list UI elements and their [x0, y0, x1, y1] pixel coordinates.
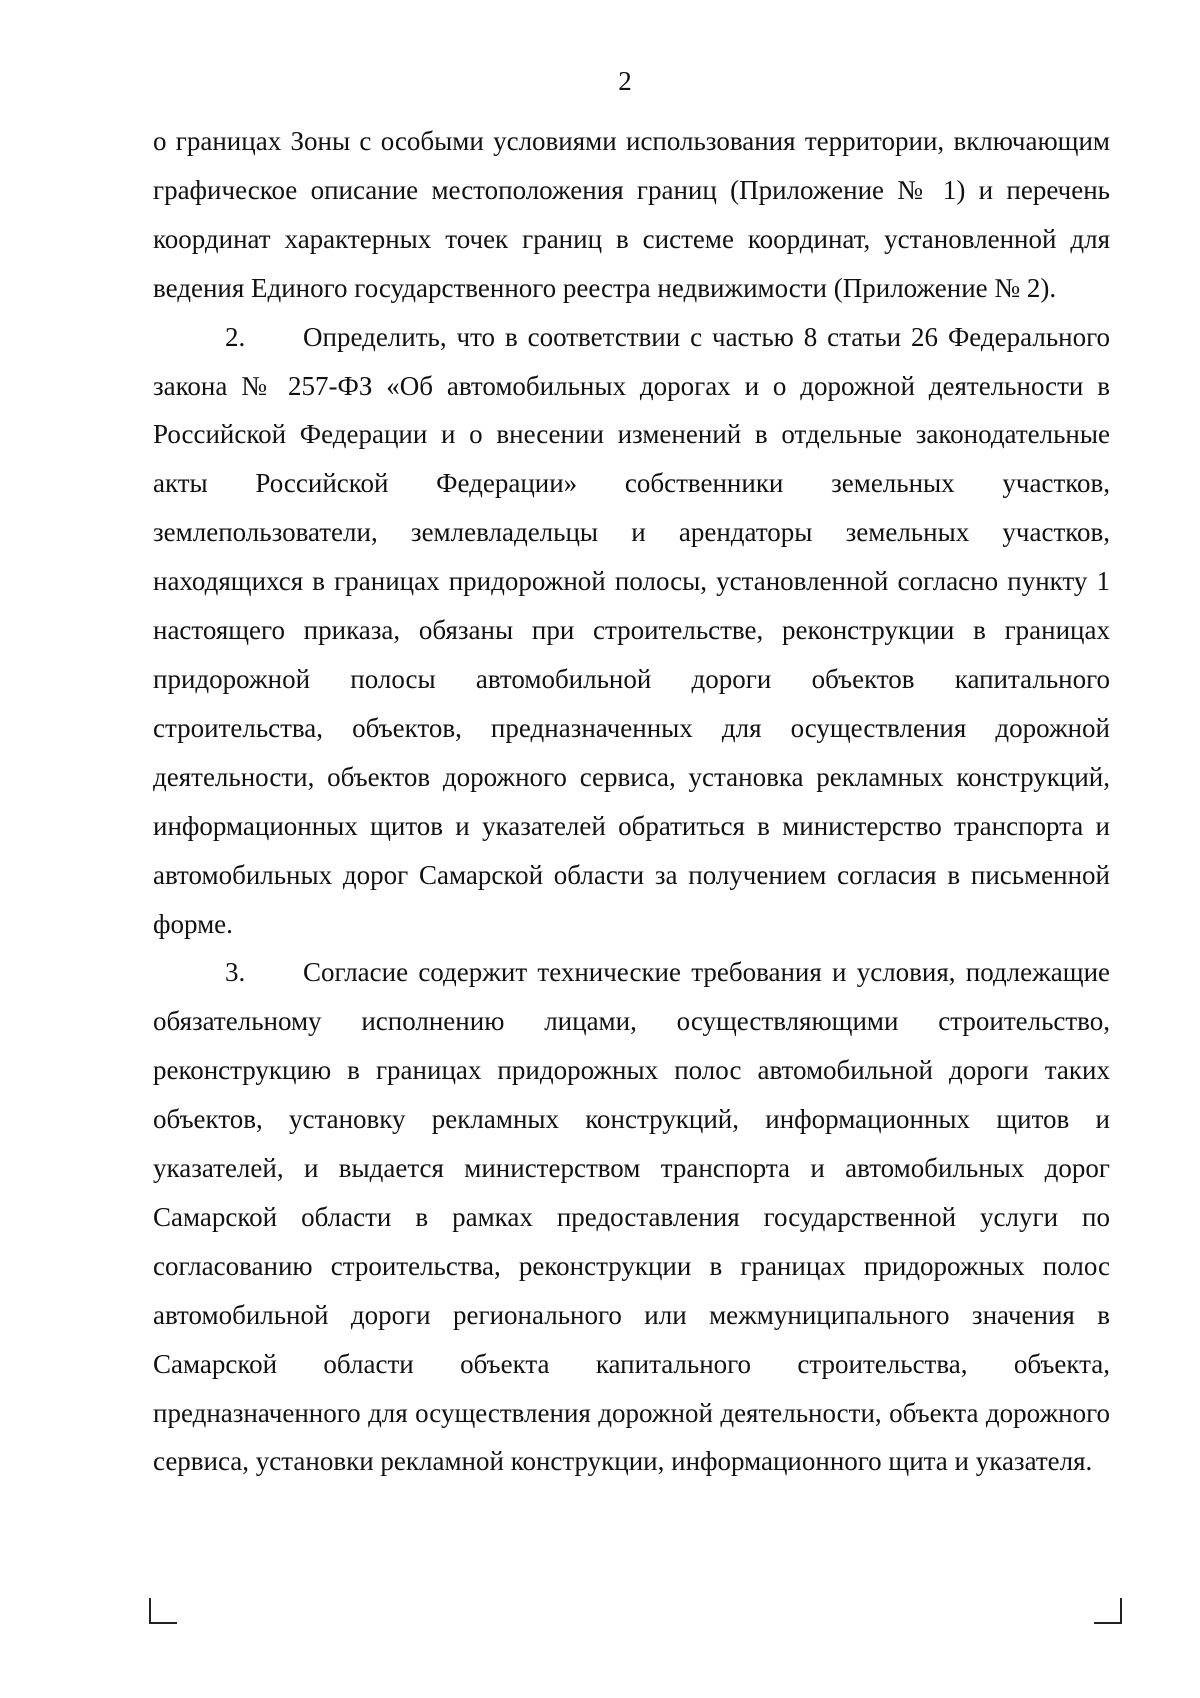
document-body [153, 117, 1110, 1486]
paragraph-continuation [153, 117, 1110, 313]
paragraph-item-2 [153, 313, 1110, 949]
paragraph-number: 3. [225, 957, 246, 988]
paragraph-text: Согласие содержит технические требования и условия, подлежащие обязательному исполнению лицами, осуществляющими строительство, реконструкцию в границах придорожных полос автомобильной дороги таких объектов, установку рекламных конструкций, информационных щитов и указателей, и выдается министерством транспорта и автомобильных дорог Самарской области в рамках предоставления государственной услуги по согласованию строительства, реконструкции в границах придорожных полос автомобильной дороги регионального или межмуниципального значения в Самарской области объекта капитального строительства, объекта, предназначенного для осуществления дорожной деятельности, объекта дорожного сервиса, установки рекламной конструкции, информационного щита и указателя. [153, 957, 1110, 1477]
paragraph-text: о границах Зоны с особыми условиями использования территории, включающим графическое описание местоположения границ (Приложение № 1) и перечень координат характерных точек границ в системе координат, установленной для ведения Единого государственного реестра недвижимости (Приложение № 2). [153, 126, 1110, 303]
paragraph-number: 2. [225, 321, 246, 352]
paragraph-item-3 [153, 948, 1110, 1486]
corner-mark-bottom-left [149, 1598, 177, 1624]
corner-mark-bottom-right [1094, 1598, 1122, 1624]
paragraph-text: Определить, что в соответствии с частью 8 статьи 26 Федерального закона № 257-ФЗ «Об автомобильных дорогах и о дорожной деятельности в Российской Федерации и о внесении изменений в отдельные законодательные акты Российской Федерации» собственники земельных участков, землепользователи, землевладельцы и арендаторы земельных участков, находящихся в границах придорожной полосы, установленной согласно пункту 1 настоящего приказа, обязаны при строительстве, реконструкции в границах придорожной полосы автомобильной дороги объектов капитального строительства, объектов, предназначенных для осуществления дорожной деятельности, объектов дорожного сервиса, установка рекламных конструкций, информационных щитов и указателей обратиться в министерство транспорта и автомобильных дорог Самарской области за получением согласия в письменной форме. [153, 321, 1110, 939]
page-number: 2 [618, 66, 632, 96]
